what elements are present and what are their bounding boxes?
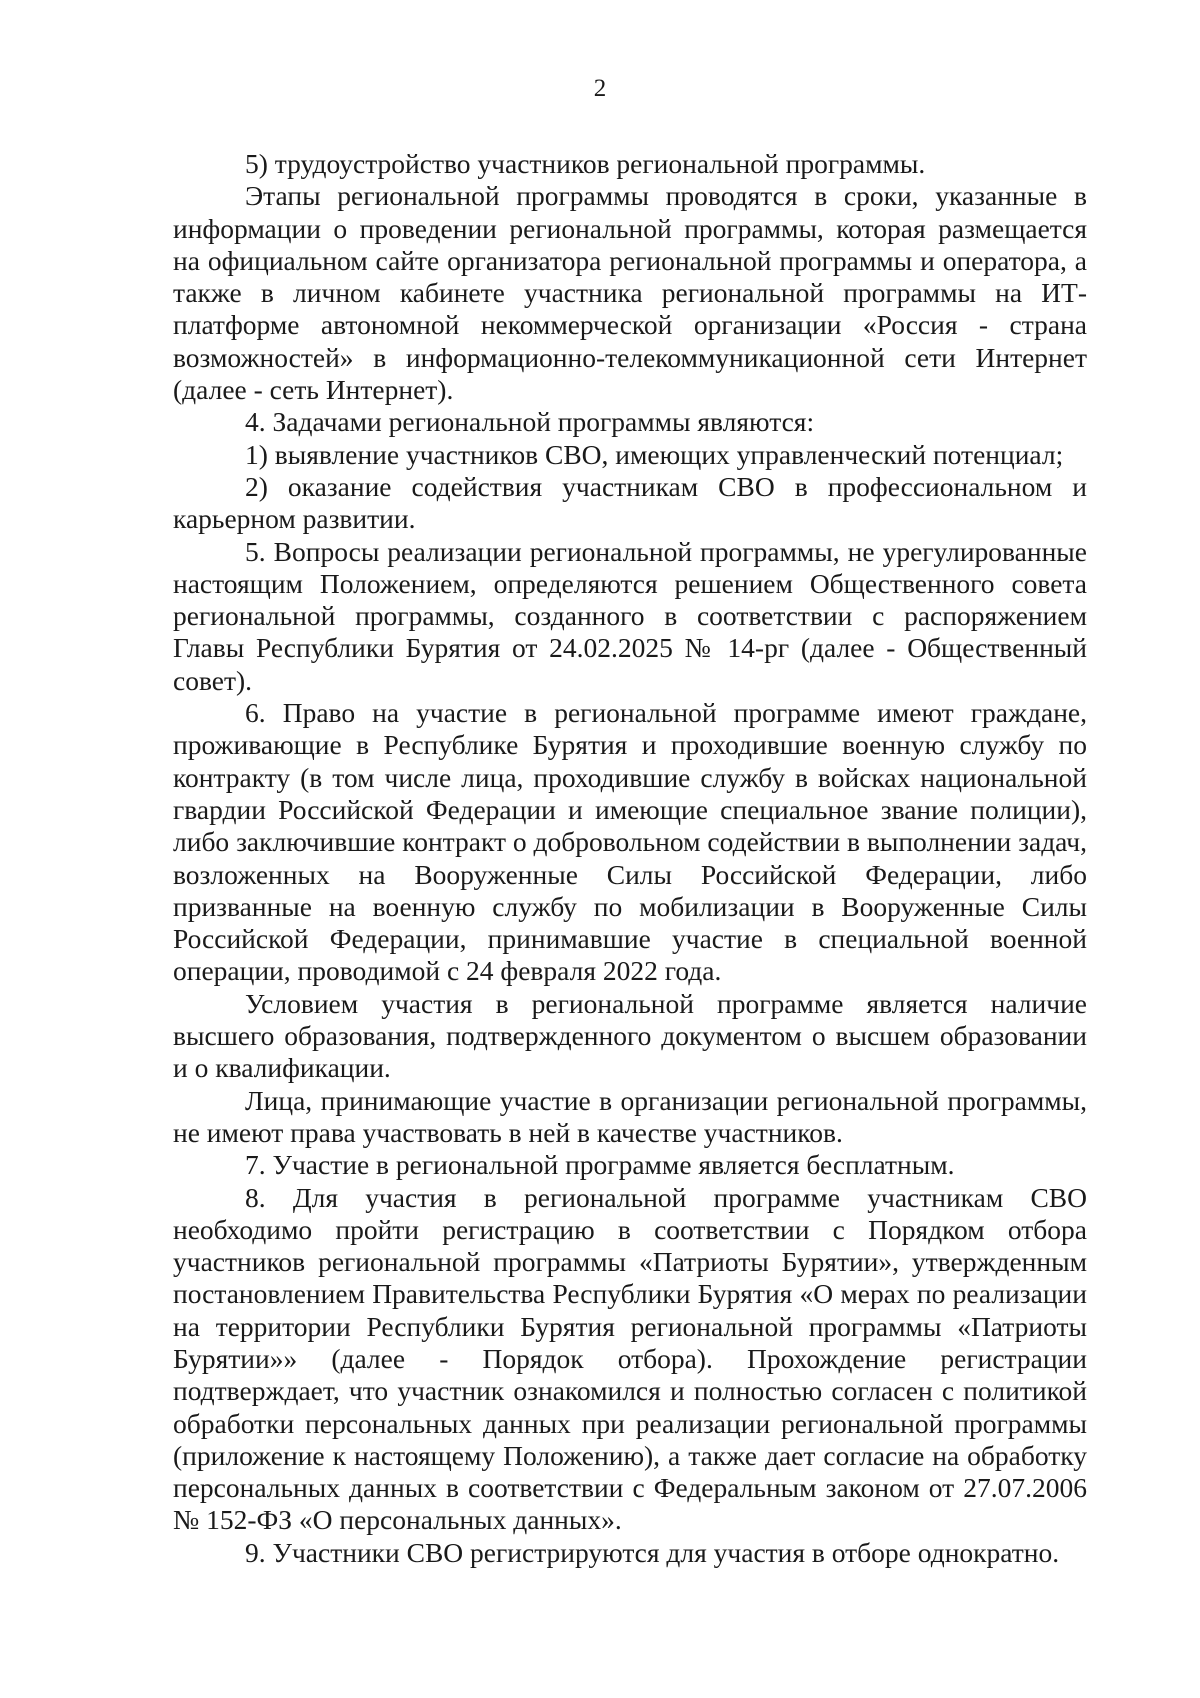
document-body <box>173 148 1087 1569</box>
paragraph-4-tasks: 4. Задачами региональной программы являются: <box>245 406 815 438</box>
paragraph-education-condition: Условием участия в региональной программе является наличие высшего образования, подтвержденного документом о высшем образовании и о квалификации. <box>173 987 1087 1084</box>
page-number: 2 <box>593 75 607 102</box>
paragraph-organizers-restriction: Лица, принимающие участие в организации региональной программы, не имеют права участвовать в ней в качестве участников. <box>173 1084 1087 1148</box>
paragraph-6-eligibility: 6. Право на участие в региональной программе имеют граждане, проживающие в Республике Бурятия и проходившие военную службу по контракту (в том числе лица, проходившие службу в войсках национальной гвардии Российской Федерации и имеющие специальное звание полиции), либо заключившие контракт о добровольном содействии в выполнении задач, возложенных на Вооруженные Силы Российской Федерации, либо призванные на военную службу по мобилизации в Вооруженные Силы Российской Федерации, принимавшие участие в специальной военной операции, проводимой с 24 февраля 2022 года. <box>173 697 1087 987</box>
paragraph-7-free: 7. Участие в региональной программе является бесплатным. <box>245 1149 955 1181</box>
paragraph-task-2: 2) оказание содействия участникам СВО в профессиональном и карьерном развитии. <box>173 470 1087 535</box>
paragraph-8-registration: 8. Для участия в региональной программе участникам СВО необходимо пройти регистрацию в соответствии с Порядком отбора участников региональной программы «Патриоты Бурятии», утвержденным постановлением Правительства Республики Бурятия «О мерах по реализации на территории Республики Бурятия региональной программы «Патриоты Бурятии»» (далее - Порядок отбора). Прохождение регистрации подтверждает, что участник ознакомился и полностью согласен с политикой обработки персональных данных при реализации региональной программы (приложение к настоящему Положению), а также дает согласие на обработку персональных данных в соответствии с Федеральным законом от 27.07.2006 № 152-ФЗ «О персональных данных». <box>173 1181 1087 1536</box>
paragraph-5-questions: 5. Вопросы реализации региональной программы, не урегулированные настоящим Положением, определяются решением Общественного совета региональной программы, созданного в соответствии с распоряжением Главы Республики Бурятия от 24.02.2025 № 14-рг (далее - Общественный совет). <box>173 535 1087 696</box>
paragraph-program-stages: Этапы региональной программы проводятся в сроки, указанные в информации о проведении региональной программы, которая размещается на официальном сайте организатора региональной программы и оператора, а также в личном кабинете участника региональной программы на ИТ-платформе автономной некоммерческой организации «Россия - страна возможностей» в информационно-телекоммуникационной сети Интернет (далее - сеть Интернет). <box>173 180 1087 406</box>
paragraph-item-5-employment: 5) трудоустройство участников региональной программы. <box>245 148 926 179</box>
paragraph-task-1: 1) выявление участников СВО, имеющих управленческий потенциал; <box>245 438 1064 470</box>
paragraph-9-single-registration: 9. Участники СВО регистрируются для участия в отборе однократно. <box>245 1536 1060 1568</box>
